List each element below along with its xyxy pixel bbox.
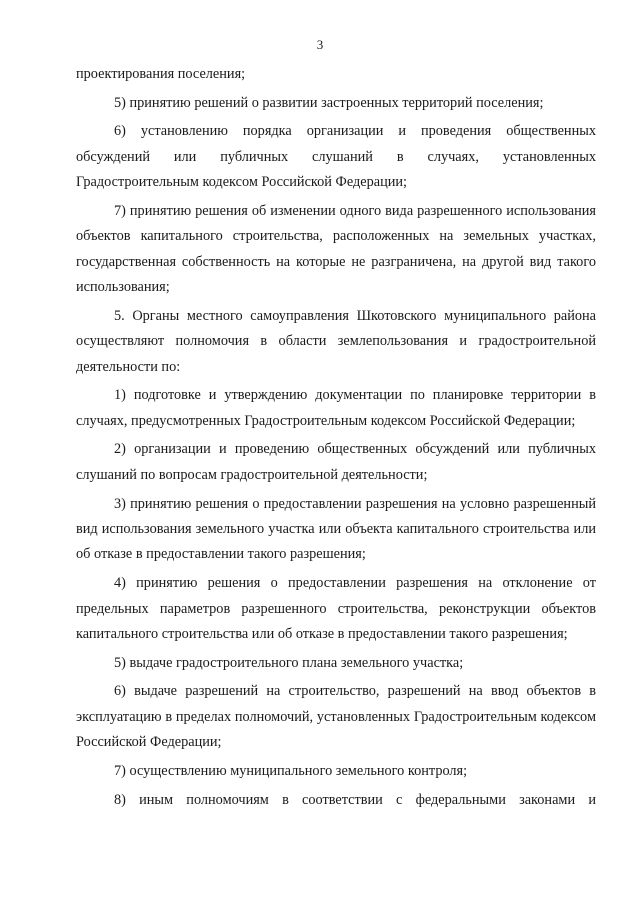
paragraph: 2) организации и проведению общественных обсуждений или публичных слушаний по вопросам градостроительной деятельности;	[76, 441, 596, 483]
paragraph: проектирования поселения;	[76, 66, 246, 82]
paragraph: 8) иным полномочиям в соответствии с федеральными законами и	[114, 791, 596, 808]
paragraph: 5) принятию решений о развитии застроенных территорий поселения;	[114, 94, 544, 111]
paragraph: 4) принятию решения о предоставлении разрешения на отклонение от предельных параметров разрешенного строительства, реконструкции объектов капитального строительства или об отказе в предоставлении такого разрешения;	[76, 575, 596, 642]
paragraph: 7) принятию решения об изменении одного вида разрешенного использования объектов капитального строительства, расположенных на земельных участках, государственная собственность на которые не разграничена, на другой вид такого использования;	[76, 202, 596, 296]
paragraph: 7) осуществлению муниципального земельного контроля;	[114, 762, 468, 779]
paragraph: 6) установлению порядка организации и проведения общественных обсуждений или публичных слушаний в случаях, установленных Градостроительным кодексом Российской Федерации;	[76, 123, 596, 191]
paragraph: 6) выдаче разрешений на строительство, разрешений на ввод объектов в эксплуатацию в пределах полномочий, установленных Градостроительным кодексом Российской Федерации;	[76, 683, 596, 751]
paragraph: 3) принятию решения о предоставлении разрешения на условно разрешенный вид использования земельного участка или объекта капитального строительства или об отказе в предоставлении такого разрешения;	[76, 495, 596, 563]
page-number: 3	[316, 37, 324, 52]
paragraph: 5) выдаче градостроительного плана земельного участка;	[114, 654, 464, 671]
document-body	[76, 62, 596, 816]
paragraph: 1) подготовке и утверждению документации по планировке территории в случаях, предусмотренных Градостроительным кодексом Российской Федерации;	[76, 387, 596, 429]
paragraph: 5. Органы местного самоуправления Шкотовского муниципального района осуществляют полномочия в области землепользования и градостроительной деятельности по:	[76, 307, 596, 375]
